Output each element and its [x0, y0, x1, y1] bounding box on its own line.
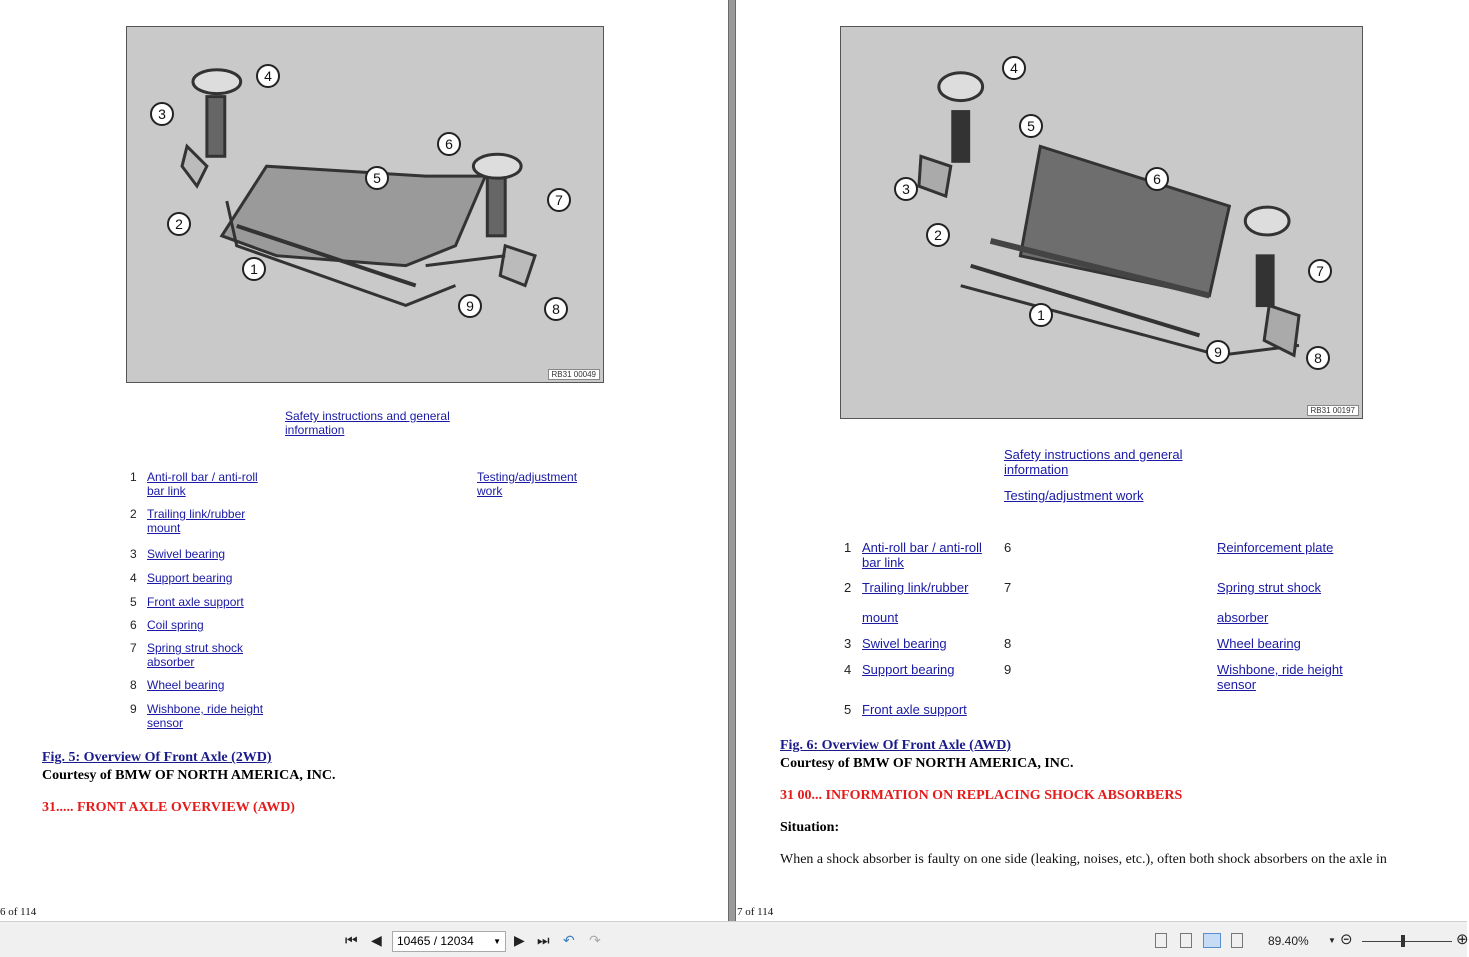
legend-item-link[interactable]: Reinforcement plate — [1217, 540, 1334, 555]
figure-id: RB31 00197 — [1307, 405, 1359, 416]
callout-1: 5 — [1019, 114, 1043, 138]
item-number: 4 — [130, 571, 137, 585]
legend-item-link[interactable]: Wheel bearing — [147, 678, 225, 692]
item-number: 1 — [130, 470, 137, 484]
callout-2: 6 — [1145, 167, 1169, 191]
legend-item-link[interactable]: Front axle support — [862, 702, 967, 717]
legend-item-link[interactable]: Spring strut shock absorber — [147, 641, 244, 669]
page-number: 7 of 114 — [737, 906, 774, 918]
legend-item-link[interactable]: Support bearing — [862, 662, 955, 677]
zoom-slider-handle[interactable] — [1401, 935, 1405, 947]
first-page-icon[interactable]: ⏮ — [345, 932, 358, 948]
callout-7: 9 — [458, 294, 482, 318]
left-page — [0, 0, 728, 921]
item-number: 1 — [844, 540, 852, 555]
facing-pages-view-icon[interactable] — [1203, 933, 1221, 948]
figure-caption[interactable]: Fig. 6: Overview Of Front Axle (AWD) — [780, 738, 1012, 753]
item-number: 6 — [130, 618, 137, 632]
legend-item-link[interactable]: Front axle support — [147, 595, 244, 609]
callout-3: 3 — [894, 177, 918, 201]
legend-item-link[interactable]: Wishbone, ride height sensor — [147, 702, 264, 730]
item-number: 3 — [844, 636, 852, 651]
item-number: 2 — [130, 507, 137, 521]
right-page — [736, 0, 1465, 921]
item-number: 7 — [1004, 580, 1012, 595]
callout-2: 6 — [437, 132, 461, 156]
courtesy-text: Courtesy of BMW OF NORTH AMERICA, INC. — [780, 756, 1074, 771]
previous-page-icon[interactable]: ◀ — [371, 932, 382, 948]
legend-item-link[interactable]: mount — [862, 610, 899, 625]
callout-8: 8 — [544, 297, 568, 321]
figure-caption[interactable]: Fig. 5: Overview Of Front Axle (2WD) — [42, 750, 272, 765]
page-number: 6 of 114 — [0, 906, 37, 918]
page-divider — [728, 0, 736, 921]
item-number: 7 — [130, 641, 137, 655]
bottom-toolbar — [0, 921, 1467, 957]
legend-item-link[interactable]: Trailing link/rubber mount — [147, 507, 246, 535]
legend-item-link[interactable]: absorber — [1217, 610, 1269, 625]
callout-1: 3 — [150, 102, 174, 126]
callout-4: 7 — [547, 188, 571, 212]
figure-id: RB31 00049 — [548, 369, 600, 380]
continuous-view-icon[interactable] — [1180, 933, 1192, 948]
legend-item-link[interactable]: Anti-roll bar / anti-roll bar link — [147, 470, 258, 498]
section-heading: 31 00... INFORMATION ON REPLACING SHOCK ABSORBERS — [780, 788, 1183, 803]
callout-5: 7 — [1308, 259, 1332, 283]
safety-instructions-link[interactable]: Safety instructions and general information — [1004, 447, 1183, 477]
callout-7: 9 — [1206, 340, 1230, 364]
zoom-in-icon[interactable]: ⊕ — [1456, 931, 1469, 948]
item-number: 2 — [844, 580, 852, 595]
callout-4: 2 — [926, 223, 950, 247]
front-axle-awd-illustration — [841, 27, 1362, 418]
next-page-icon[interactable]: ▶ — [514, 932, 525, 948]
item-number: 3 — [130, 547, 137, 561]
section-heading: 31..... FRONT AXLE OVERVIEW (AWD) — [42, 800, 295, 815]
legend-item-link[interactable]: Anti-roll bar / anti-roll bar link — [862, 540, 982, 570]
testing-adjustment-link[interactable]: Testing/adjustment work — [477, 470, 578, 498]
next-view-icon[interactable]: ↷ — [589, 932, 601, 948]
previous-view-icon[interactable]: ↶ — [563, 932, 575, 948]
chevron-down-icon[interactable]: ▼ — [493, 937, 501, 946]
courtesy-text: Courtesy of BMW OF NORTH AMERICA, INC. — [42, 768, 336, 783]
legend-item-link[interactable]: Trailing link/rubber — [862, 580, 969, 595]
situation-heading: Situation: — [780, 820, 840, 835]
legend-item-link[interactable]: Swivel bearing — [147, 547, 226, 561]
front-axle-2wd-figure — [126, 26, 604, 383]
legend-item-link[interactable]: Swivel bearing — [862, 636, 947, 651]
zoom-out-icon[interactable]: ⊝ — [1340, 931, 1353, 948]
item-number: 8 — [1004, 636, 1012, 651]
testing-adjustment-link[interactable]: Testing/adjustment work — [1004, 488, 1144, 503]
item-number: 5 — [130, 595, 137, 609]
legend-item-link[interactable]: Wheel bearing — [1217, 636, 1301, 651]
safety-instructions-link[interactable]: Safety instructions and general information — [285, 409, 450, 437]
legend-item-link[interactable]: Coil spring — [147, 618, 204, 632]
item-number: 4 — [844, 662, 852, 677]
zoom-level[interactable]: 89.40% — [1268, 934, 1309, 948]
item-number: 8 — [130, 678, 137, 692]
callout-6: 1 — [242, 257, 266, 281]
continuous-facing-view-icon[interactable] — [1231, 933, 1243, 948]
legend-item-link[interactable]: Support bearing — [147, 571, 233, 585]
legend-item-link[interactable]: Spring strut shock — [1217, 580, 1322, 595]
callout-0: 4 — [256, 64, 280, 88]
item-number: 6 — [1004, 540, 1012, 555]
callout-0: 4 — [1002, 56, 1026, 80]
page-number-field[interactable]: 10465 / 12034 ▼ — [392, 931, 506, 952]
callout-6: 1 — [1029, 303, 1053, 327]
item-number: 5 — [844, 702, 852, 717]
callout-3: 5 — [365, 166, 389, 190]
callout-5: 2 — [167, 212, 191, 236]
front-axle-2wd-illustration — [127, 27, 603, 382]
body-text: When a shock absorber is faulty on one side (leaking, noises, etc.), often both shock absorbers on the axle in — [780, 852, 1387, 867]
single-page-view-icon[interactable] — [1155, 933, 1167, 948]
item-number: 9 — [130, 702, 137, 716]
front-axle-awd-figure — [840, 26, 1363, 419]
callout-8: 8 — [1306, 346, 1330, 370]
zoom-dropdown-icon[interactable]: ▼ — [1328, 936, 1336, 945]
item-number: 9 — [1004, 662, 1012, 677]
zoom-slider[interactable] — [1362, 941, 1452, 942]
legend-item-link[interactable]: Wishbone, ride height sensor — [1217, 662, 1343, 692]
last-page-icon[interactable]: ⏭ — [537, 932, 550, 948]
